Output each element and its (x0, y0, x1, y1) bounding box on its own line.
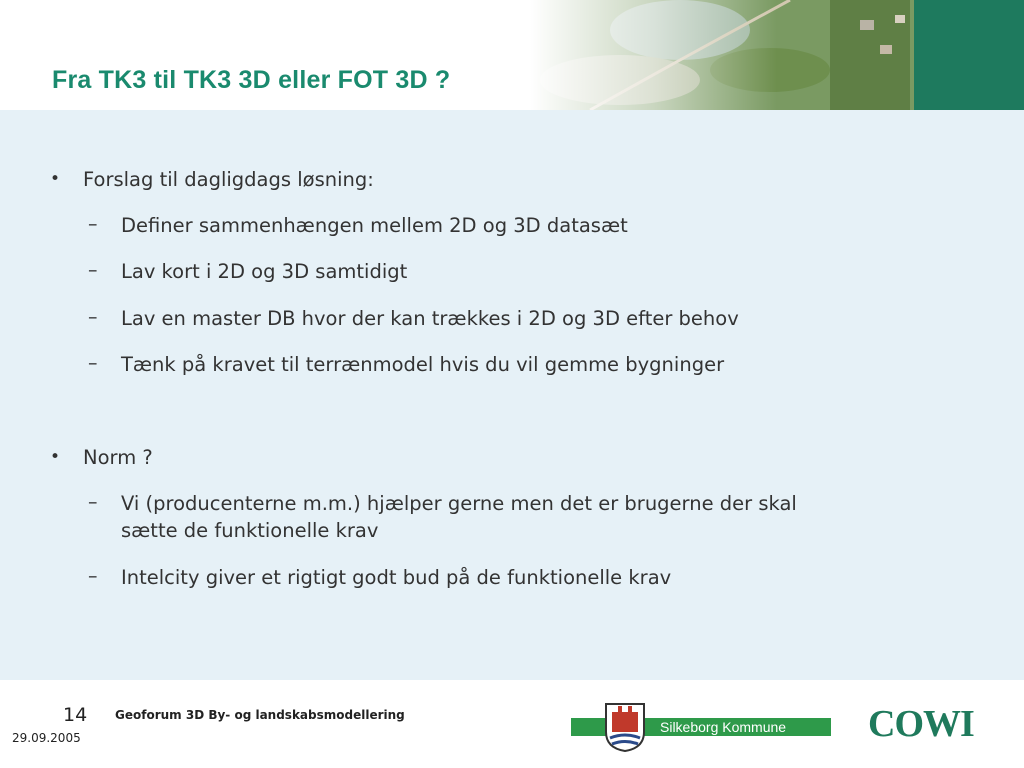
bullet-icon: • (50, 169, 61, 189)
brand-color-block (914, 0, 1024, 110)
sub-item-2-2: Intelcity giver et rigtigt godt bud på de funktionelle krav (121, 566, 672, 589)
slide-date: 29.09.2005 (12, 731, 81, 745)
slide-header (0, 0, 1024, 110)
bullet-item-1: Forslag til dagligdags løsning: (83, 168, 374, 191)
bullet-icon: • (50, 447, 61, 467)
sub-item-1-4: Tænk på kravet til terrænmodel hvis du vil gemme bygninger (121, 353, 725, 376)
page-number: 14 (63, 704, 88, 726)
partner-logo-text: Silkeborg Kommune (660, 719, 787, 735)
event-name: Geoforum 3D By- og landskabsmodellering (115, 708, 405, 722)
slide-title: Fra TK3 til TK3 3D eller FOT 3D ? (52, 66, 451, 94)
dash-icon: – (88, 259, 98, 281)
dash-icon: – (88, 565, 98, 587)
sub-item-1-2: Lav kort i 2D og 3D samtidigt (121, 260, 408, 283)
bullet-item-2: Norm ? (83, 446, 153, 469)
silkeborg-crest-icon (604, 702, 646, 752)
sub-item-2-1: Vi (producenterne m.m.) hjælper gerne men det er brugerne der skal sætte de funktionelle krav (121, 492, 797, 542)
dash-icon: – (88, 306, 98, 328)
dash-icon: – (88, 491, 98, 513)
sub-item-1-1: Definer sammenhængen mellem 2D og 3D datasæt (121, 214, 628, 237)
dash-icon: – (88, 352, 98, 374)
sub-item-1-3: Lav en master DB hvor der kan trækkes i 2D og 3D efter behov (121, 307, 739, 330)
slide-content (0, 110, 1024, 680)
company-logo: COWI (868, 703, 974, 745)
dash-icon: – (88, 213, 98, 235)
